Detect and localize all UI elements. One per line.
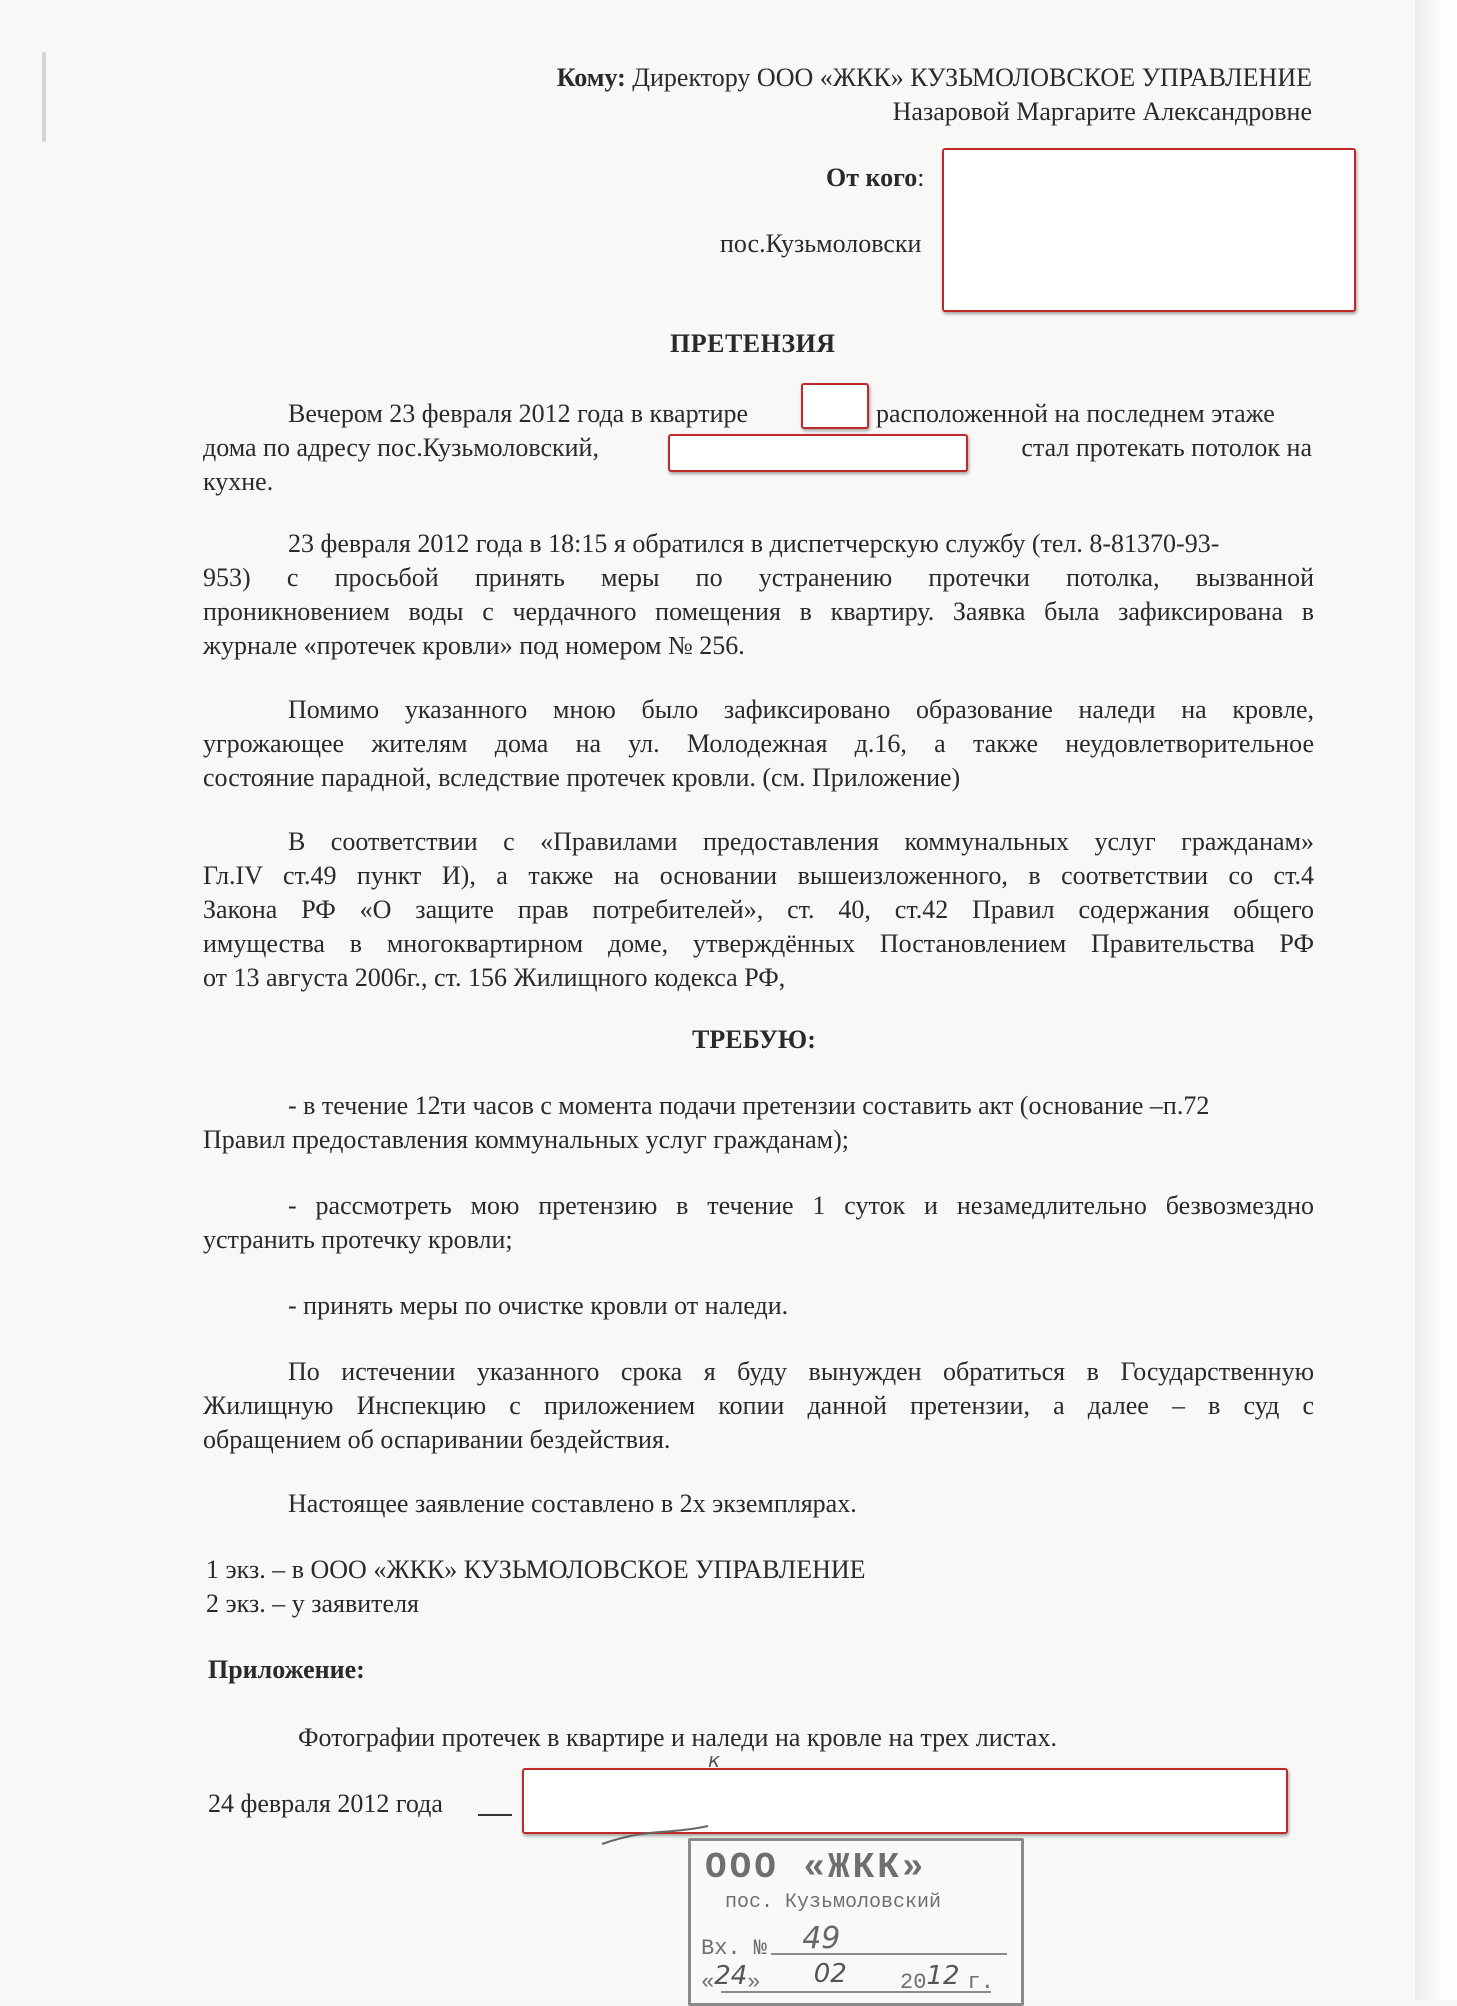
- incoming-stamp: [688, 1838, 1024, 2006]
- stamp-org: ООО «ЖКК»: [705, 1847, 927, 1888]
- copy-2: 2 экз. – у заявителя: [206, 1589, 420, 1618]
- copies-note: Настоящее заявление составлено в 2х экземплярах.: [288, 1489, 857, 1518]
- p2-line-2: 953) с просьбой принять меры по устранению протечки потолка, вызванной: [203, 563, 1314, 592]
- p4-line-1: В соответствии с «Правилами предоставления коммунальных услуг гражданам»: [288, 827, 1314, 856]
- addressee-org: Директору ООО «ЖКК» КУЗЬМОЛОВСКОЕ УПРАВЛЕНИЕ: [632, 63, 1312, 92]
- p2-line-1: 23 февраля 2012 года в 18:15 я обратился в диспетчерскую службу (тел. 8-81370-93-: [288, 529, 1220, 558]
- stamp-incoming: [701, 1921, 841, 1962]
- stamp-date-close: »: [747, 1970, 761, 1995]
- from-label: От кого: [826, 163, 918, 192]
- p5-line-1: По истечении указанного срока я буду вынужден обратиться в Государственную: [288, 1357, 1314, 1386]
- stamp-date-day: 24: [714, 1961, 748, 1991]
- scan-mark: [42, 52, 46, 142]
- p1-line-2-a: дома по адресу пос.Кузьмоловский,: [203, 433, 599, 462]
- p3-line-1: Помимо указанного мною было зафиксировано образование наледи на кровле,: [288, 695, 1314, 724]
- document-title: ПРЕТЕНЗИЯ: [670, 329, 836, 358]
- page-edge: [1415, 0, 1457, 2000]
- from-colon: :: [917, 163, 925, 192]
- stamp-date-year-suffix: г.: [967, 1970, 994, 1995]
- p4-line-3: Закона РФ «О защите прав потребителей», ст. 40, ст.42 Правил содержания общего: [203, 895, 1314, 924]
- redaction-address: [668, 434, 968, 472]
- p1-line-2-b: стал протекать потолок на: [1021, 433, 1312, 462]
- demand-2-line-1: - рассмотреть мою претензию в течение 1 суток и незамедлительно безвозмездно: [288, 1191, 1314, 1220]
- p3-line-2: угрожающее жителям дома на ул. Молодежная д.16, а также неудовлетворительное: [203, 729, 1314, 758]
- p1-text-a: Вечером 23 февраля 2012 года в квартире: [288, 399, 749, 428]
- date-line: 24 февраля 2012 года: [208, 1789, 443, 1818]
- p1-line-3: кухне.: [203, 467, 274, 496]
- to-label: Кому:: [556, 63, 626, 92]
- stamp-date-line: [721, 1991, 991, 1993]
- stamp-incoming-label: Вх. №: [701, 1936, 768, 1961]
- p2-line-4: журнале «протечек кровли» под номером № 256.: [203, 631, 745, 660]
- demand-1-line-2: Правил предоставления коммунальных услуг гражданам);: [203, 1125, 849, 1154]
- stamp-date-year-prefix: 20: [900, 1970, 927, 1995]
- p4-line-4: имущества в многоквартирном доме, утверждённых Постановлением Правительства РФ: [203, 929, 1314, 958]
- attachment-label: Приложение:: [208, 1655, 365, 1684]
- demand-2-line-2: устранить протечку кровли;: [203, 1225, 513, 1254]
- addressee-line-1: [557, 62, 1312, 94]
- signature-blank: [478, 1814, 512, 1816]
- demand-heading: ТРЕБУЮ:: [692, 1025, 816, 1054]
- redaction-apartment: [801, 383, 869, 429]
- p5-line-3: обращением об оспаривании бездействия.: [203, 1425, 671, 1454]
- p3-line-3: состояние парадной, вследствие протечек кровли. (см. Приложение): [203, 763, 961, 792]
- redaction-sender: [942, 148, 1356, 312]
- sender-place: пос.Кузьмоловски: [720, 229, 922, 258]
- pen-mark: к: [708, 1748, 721, 1772]
- p2-line-3: проникновением воды с чердачного помещения в квартиру. Заявка была зафиксирована в: [203, 597, 1314, 626]
- p4-line-5: от 13 августа 2006г., ст. 156 Жилищного кодекса РФ,: [203, 963, 786, 992]
- stamp-number-line: [771, 1953, 1007, 1955]
- p4-line-2: Гл.IV ст.49 пункт И), а также на основании вышеизложенного, в соответствии со ст.4: [203, 861, 1314, 890]
- stamp-date-month: 02: [813, 1959, 847, 1989]
- demand-3-line-1: - принять меры по очистке кровли от наледи.: [288, 1291, 789, 1320]
- attachment-text: Фотографии протечек в квартире и наледи на кровле на трех листах.: [298, 1723, 1057, 1752]
- copy-1: 1 экз. – в ООО «ЖКК» КУЗЬМОЛОВСКОЕ УПРАВЛЕНИЕ: [206, 1555, 866, 1584]
- stamp-date-year: 12: [926, 1961, 960, 1991]
- p5-line-2: Жилищную Инспекцию с приложением копии данной претензии, а далее – в суд с: [203, 1391, 1314, 1420]
- sender-line: [826, 162, 925, 194]
- stamp-place: пос. Кузьмоловский: [725, 1891, 942, 1914]
- stamp-date-open: «: [701, 1970, 715, 1995]
- addressee-line-2: Назаровой Маргарите Александровне: [892, 97, 1312, 126]
- p1-line-1-b: расположенной на последнем этаже: [876, 399, 1275, 428]
- stamp-incoming-number: 49: [802, 1921, 841, 1956]
- demand-1-line-1: - в течение 12ти часов с момента подачи претензии составить акт (основание –п.72: [288, 1091, 1210, 1120]
